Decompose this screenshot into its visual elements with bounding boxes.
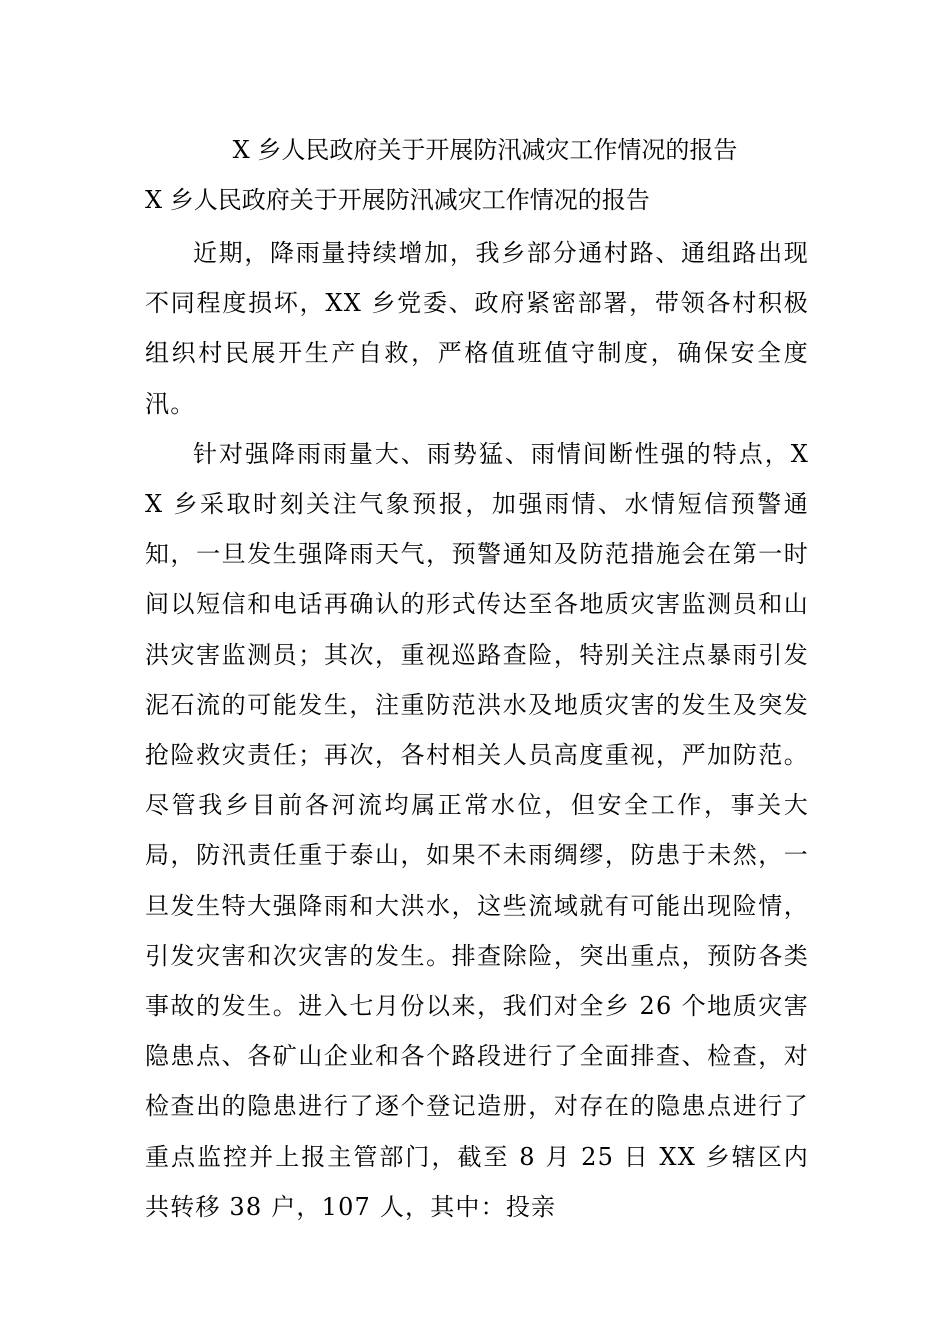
paragraph-1: 近期，降雨量持续增加，我乡部分通村路、通组路出现不同程度损坏，XX 乡党委、政府紧密部署，带领各村积极组织村民展开生产自救，严格值班值守制度，确保安全度汛。 <box>145 239 809 418</box>
document-title-repeat: X 乡人民政府关于开展防汛减灾工作情况的报告 <box>145 186 650 214</box>
paragraph-2: 针对强降雨雨量大、雨势猛、雨情间断性强的特点，XX 乡采取时刻关注气象预报，加强雨情、水情短信预警通知，一旦发生强降雨天气，预警通知及防范措施会在第一时间以短信和电话再确认的形式传达至各地质灾害监测员和山洪灾害监测员；其次，重视巡路查险，特别关注点暴雨引发泥石流的可能发生，注重防范洪水及地质灾害的发生及突发抢险救灾责任；再次，各村相关人员高度重视，严加防范。尽管我乡目前各河流均属正常水位，但安全工作，事关大局，防汛责任重于泰山，如果不未雨绸缪，防患于未然，一旦发生特大强降雨和大洪水，这些流域就有可能出现险情，引发灾害和次灾害的发生。排查除险，突出重点，预防各类事故的发生。进入七月份以来，我们对全乡 26 个地质灾害隐患点、各矿山企业和各个路段进行了全面排查、检查，对检查出的隐患进行了逐个登记造册，对存在的隐患点进行了重点监控并上报主管部门，截至 8 月 25 日 XX 乡辖区内共转移 38 户，107 人，其中：投亲 <box>145 439 809 1221</box>
document-title-heading: X 乡人民政府关于开展防汛减灾工作情况的报告 <box>232 136 738 164</box>
document-body <box>145 228 809 1232</box>
